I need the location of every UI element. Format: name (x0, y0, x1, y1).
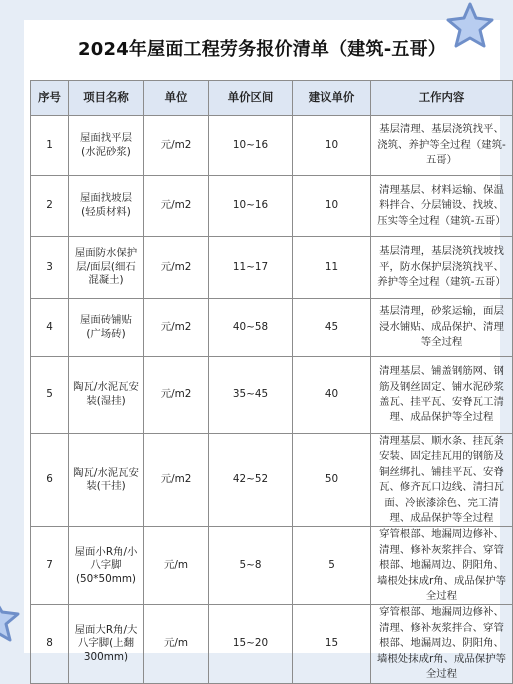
cell-unit: 元/m2 (144, 176, 209, 237)
cell-work: 基层清理，基层浇筑找坡找平，防水保护层浇筑找平、养护等全过程（建筑-五哥） (371, 237, 513, 299)
cell-no: 6 (31, 434, 69, 527)
cell-no: 8 (31, 605, 69, 683)
cell-name: 陶瓦/水泥瓦安装(湿挂) (69, 357, 144, 434)
star-sticker-icon (0, 576, 40, 653)
header-no: 序号 (31, 81, 69, 116)
cell-price: 40 (293, 357, 371, 434)
table-row (31, 116, 513, 176)
cell-price: 45 (293, 299, 371, 357)
cell-name: 屋面找坡层(轻质材料) (69, 176, 144, 237)
cell-work: 穿管根部、地漏周边修补、清理、修补灰浆拌合、穿管根部、地漏周边、阴阳角、墙根处抹成r角、成品保护等全过程 (371, 605, 513, 683)
cell-price: 11 (293, 237, 371, 299)
cell-name: 屋面防水保护层/面层(细石混凝土) (69, 237, 144, 299)
cell-work: 穿管根部、地漏周边修补、清理、修补灰浆拌合、穿管根部、地漏周边、阴阳角、墙根处抹成r角、成品保护等全过程 (371, 527, 513, 605)
star-sticker-icon (436, 0, 500, 54)
cell-price: 15 (293, 605, 371, 683)
header-range: 单价区间 (209, 81, 293, 116)
cell-unit: 元/m2 (144, 357, 209, 434)
table-row (31, 299, 513, 357)
table-row (31, 357, 513, 434)
cell-no: 3 (31, 237, 69, 299)
cell-price: 5 (293, 527, 371, 605)
header-work: 工作内容 (371, 81, 513, 116)
table-header-row (31, 81, 513, 116)
cell-price: 50 (293, 434, 371, 527)
cell-price: 10 (293, 176, 371, 237)
page-title: 2024年屋面工程劳务报价清单（建筑-五哥） (78, 39, 446, 60)
cell-unit: 元/m (144, 605, 209, 683)
cell-range: 11~17 (209, 237, 293, 299)
table-row (31, 605, 513, 683)
cell-unit: 元/m2 (144, 237, 209, 299)
cell-no: 1 (31, 116, 69, 176)
cell-range: 5~8 (209, 527, 293, 605)
cell-range: 15~20 (209, 605, 293, 683)
cell-work: 基层清理，砂浆运输，面层浸水铺贴、成品保护、清理等全过程 (371, 299, 513, 357)
cell-unit: 元/m (144, 527, 209, 605)
table-row (31, 176, 513, 237)
table-row (31, 237, 513, 299)
cell-range: 10~16 (209, 176, 293, 237)
cell-name: 屋面找平层(水泥砂浆) (69, 116, 144, 176)
cell-work: 清理基层、顺水条、挂瓦条安装、固定挂瓦用的钢筋及铜丝绑扎、铺挂平瓦、安脊瓦、修齐瓦口边线、清扫瓦面、冷嵌漆涂色、完工清理、成品保护等全过程 (371, 434, 513, 527)
cell-work: 清理基层、材料运输、保温料拌合、分层铺设、找坡、压实等全过程（建筑-五哥） (371, 176, 513, 237)
cell-name: 屋面砖铺贴(广场砖) (69, 299, 144, 357)
cell-range: 10~16 (209, 116, 293, 176)
cell-unit: 元/m2 (144, 434, 209, 527)
cell-name: 屋面大R角/大八字脚(上翻300mm) (69, 605, 144, 683)
cell-name: 陶瓦/水泥瓦安装(干挂) (69, 434, 144, 527)
cell-range: 42~52 (209, 434, 293, 527)
cell-no: 5 (31, 357, 69, 434)
cell-work: 清理基层、铺盖钢筋网、钢筋及钢丝固定、铺水泥砂浆盖瓦、挂平瓦、安脊瓦工清理、成品保护等全过程 (371, 357, 513, 434)
table-row (31, 527, 513, 605)
cell-price: 10 (293, 116, 371, 176)
cell-unit: 元/m2 (144, 116, 209, 176)
price-list-sheet (24, 20, 506, 681)
cell-no: 4 (31, 299, 69, 357)
cell-range: 40~58 (209, 299, 293, 357)
cell-name: 屋面小R角/小八字脚(50*50mm) (69, 527, 144, 605)
price-table (30, 80, 513, 684)
cell-range: 35~45 (209, 357, 293, 434)
cell-no: 2 (31, 176, 69, 237)
header-price: 建议单价 (293, 81, 371, 116)
header-unit: 单位 (144, 81, 209, 116)
cell-no: 7 (31, 527, 69, 605)
header-name: 项目名称 (69, 81, 144, 116)
cell-unit: 元/m2 (144, 299, 209, 357)
table-row (31, 434, 513, 527)
cell-work: 基层清理、基层浇筑找平、浇筑、养护等全过程（建筑-五哥） (371, 116, 513, 176)
